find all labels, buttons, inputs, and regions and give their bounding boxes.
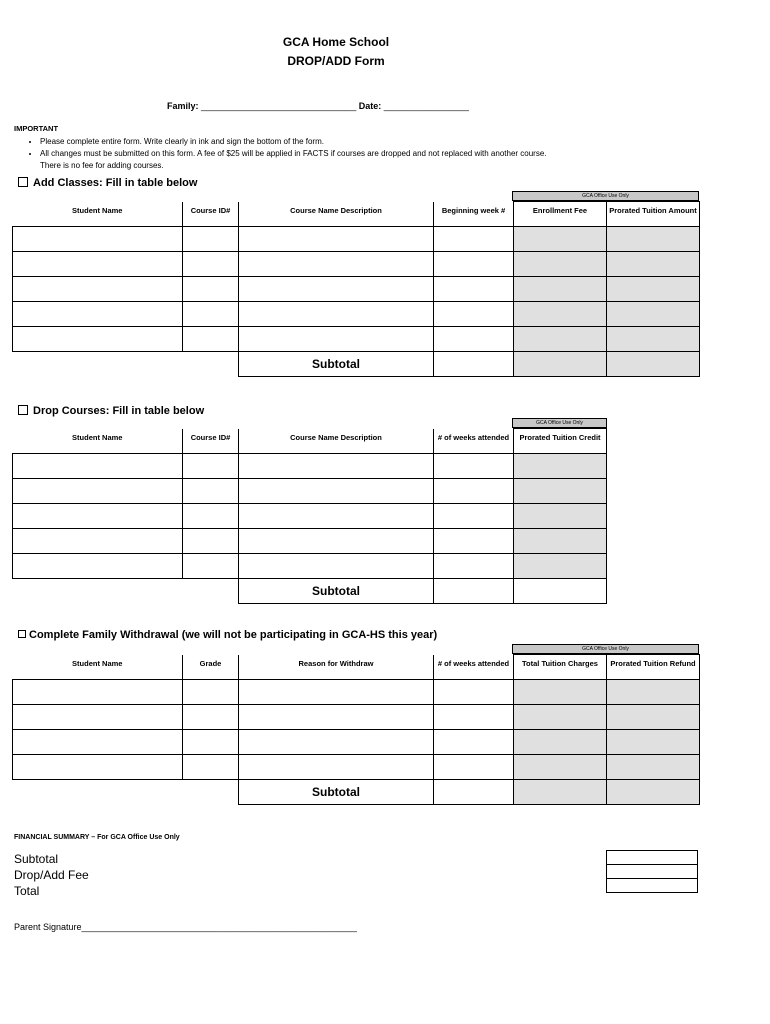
table-cell[interactable]	[13, 277, 183, 302]
withdraw-table	[12, 654, 700, 805]
col-student-name: Student Name	[13, 655, 183, 680]
drop-table	[12, 428, 607, 604]
table-cell[interactable]	[13, 554, 183, 579]
financial-summary-label: FINANCIAL SUMMARY – For GCA Office Use Only	[14, 834, 180, 841]
col-course-name: Course Name Description	[239, 202, 434, 227]
table-cell	[514, 554, 607, 579]
signature-row	[14, 922, 357, 932]
empty-cell	[183, 579, 239, 604]
table-cell[interactable]	[239, 302, 434, 327]
family-label: Family:	[167, 101, 199, 111]
drop-subtotal-label: Subtotal	[239, 579, 434, 604]
form-title-line2: DROP/ADD Form	[287, 54, 385, 68]
family-row	[167, 101, 469, 111]
table-cell[interactable]	[434, 227, 514, 252]
important-label: IMPORTANT	[14, 124, 59, 133]
table-cell[interactable]	[434, 680, 514, 705]
table-cell	[514, 730, 607, 755]
table-cell[interactable]	[239, 479, 434, 504]
financial-subtotal-box	[607, 851, 698, 865]
table-cell[interactable]	[183, 755, 239, 780]
col-student-name: Student Name	[13, 202, 183, 227]
table-cell[interactable]	[434, 705, 514, 730]
table-cell[interactable]	[239, 705, 434, 730]
table-cell[interactable]	[13, 755, 183, 780]
table-cell	[514, 705, 607, 730]
table-cell[interactable]	[239, 277, 434, 302]
col-prorated-tuition-credit: Prorated Tuition Credit	[514, 429, 607, 454]
office-use-bar: GCA Office Use Only	[512, 418, 607, 428]
add-title-text: Add Classes: Fill in table below	[33, 177, 198, 189]
withdraw-title-text: Complete Family Withdrawal (we will not be participating in GCA-HS this year)	[29, 629, 438, 641]
table-cell[interactable]	[239, 454, 434, 479]
table-cell[interactable]	[434, 479, 514, 504]
table-cell[interactable]	[13, 302, 183, 327]
drop-section-title	[18, 405, 204, 417]
col-enrollment-fee: Enrollment Fee	[514, 202, 607, 227]
table-cell	[514, 680, 607, 705]
table-cell	[607, 302, 700, 327]
table-cell	[514, 227, 607, 252]
date-field[interactable]: _________________	[383, 101, 469, 111]
table-cell	[514, 529, 607, 554]
add-table	[12, 201, 700, 377]
table-cell[interactable]	[183, 680, 239, 705]
col-reason: Reason for Withdraw	[239, 655, 434, 680]
table-cell[interactable]	[239, 252, 434, 277]
table-cell[interactable]	[434, 780, 514, 805]
table-cell[interactable]	[183, 327, 239, 352]
table-cell[interactable]	[183, 252, 239, 277]
table-cell	[607, 252, 700, 277]
table-cell[interactable]	[434, 529, 514, 554]
office-use-bar: GCA Office Use Only	[512, 191, 699, 201]
empty-cell	[13, 579, 183, 604]
table-cell[interactable]	[183, 705, 239, 730]
table-cell	[607, 327, 700, 352]
office-use-bar: GCA Office Use Only	[512, 644, 699, 654]
table-cell[interactable]	[13, 705, 183, 730]
table-cell[interactable]	[434, 327, 514, 352]
table-cell[interactable]	[13, 252, 183, 277]
table-cell[interactable]	[239, 680, 434, 705]
col-course-id: Course ID#	[183, 429, 239, 454]
financial-fee-box	[607, 865, 698, 879]
withdraw-subtotal-label: Subtotal	[239, 780, 434, 805]
add-subtotal-label: Subtotal	[239, 352, 434, 377]
financial-fee-label: Drop/Add Fee	[14, 868, 89, 882]
financial-labels	[14, 851, 89, 899]
table-cell[interactable]	[434, 755, 514, 780]
table-cell[interactable]	[434, 302, 514, 327]
table-cell	[514, 579, 607, 604]
table-cell[interactable]	[183, 529, 239, 554]
table-cell	[607, 755, 700, 780]
table-cell[interactable]	[13, 327, 183, 352]
col-prorated-tuition-amount: Prorated Tuition Amount	[607, 202, 700, 227]
family-field[interactable]: _______________________________	[201, 101, 357, 111]
table-cell[interactable]	[239, 529, 434, 554]
table-cell[interactable]	[13, 504, 183, 529]
col-total-tuition-charges: Total Tuition Charges	[514, 655, 607, 680]
table-cell	[514, 755, 607, 780]
table-cell	[514, 780, 607, 805]
table-cell[interactable]	[434, 504, 514, 529]
table-cell	[607, 730, 700, 755]
table-cell	[607, 352, 700, 377]
col-beginning-week: Beginning week #	[434, 202, 514, 227]
table-cell[interactable]	[434, 454, 514, 479]
table-cell	[514, 252, 607, 277]
table-cell[interactable]	[13, 680, 183, 705]
table-cell[interactable]	[239, 327, 434, 352]
withdraw-section-title	[18, 629, 437, 641]
table-cell	[607, 780, 700, 805]
table-cell	[514, 454, 607, 479]
withdraw-checkbox[interactable]	[18, 630, 26, 638]
table-cell[interactable]	[239, 730, 434, 755]
table-cell[interactable]	[434, 554, 514, 579]
financial-total-box	[607, 879, 698, 893]
col-course-id: Course ID#	[183, 202, 239, 227]
table-cell	[607, 227, 700, 252]
empty-cell	[183, 780, 239, 805]
col-grade: Grade	[183, 655, 239, 680]
important-list	[14, 136, 694, 172]
signature-label: Parent Signature	[14, 922, 82, 932]
table-cell	[514, 479, 607, 504]
table-cell[interactable]	[434, 352, 514, 377]
table-cell	[607, 277, 700, 302]
table-cell	[607, 705, 700, 730]
empty-cell	[13, 780, 183, 805]
empty-cell	[183, 352, 239, 377]
table-cell[interactable]	[239, 554, 434, 579]
table-cell[interactable]	[239, 504, 434, 529]
important-bullet-cont: There is no fee for adding courses.	[40, 161, 164, 170]
date-label: Date:	[358, 101, 382, 111]
add-checkbox[interactable]	[18, 177, 28, 187]
drop-checkbox[interactable]	[18, 405, 28, 415]
col-weeks-attended: # of weeks attended	[434, 429, 514, 454]
table-cell	[514, 327, 607, 352]
table-cell[interactable]	[183, 730, 239, 755]
table-cell[interactable]	[239, 227, 434, 252]
table-cell[interactable]	[434, 730, 514, 755]
financial-summary-boxes	[606, 850, 698, 893]
table-cell[interactable]	[434, 252, 514, 277]
col-course-name: Course Name Description	[239, 429, 434, 454]
table-cell[interactable]	[434, 277, 514, 302]
col-student-name: Student Name	[13, 429, 183, 454]
table-cell	[514, 302, 607, 327]
table-cell[interactable]	[183, 479, 239, 504]
table-cell[interactable]	[13, 529, 183, 554]
table-cell[interactable]	[183, 302, 239, 327]
table-cell[interactable]	[13, 479, 183, 504]
financial-subtotal-label: Subtotal	[14, 852, 59, 866]
table-cell[interactable]	[183, 554, 239, 579]
drop-title-text: Drop Courses: Fill in table below	[33, 405, 205, 417]
form-title-line1: GCA Home School	[282, 35, 390, 49]
table-cell	[514, 277, 607, 302]
table-cell[interactable]	[183, 504, 239, 529]
col-weeks-attended: # of weeks attended	[434, 655, 514, 680]
table-cell[interactable]	[239, 755, 434, 780]
table-cell[interactable]	[183, 454, 239, 479]
table-cell[interactable]	[434, 579, 514, 604]
table-cell	[607, 680, 700, 705]
table-cell[interactable]	[183, 277, 239, 302]
important-bullet: • Please complete entire form. Write clearly in ink and sign the bottom of the form.	[40, 136, 694, 148]
add-section-title	[18, 177, 197, 189]
table-cell	[514, 504, 607, 529]
col-prorated-tuition-refund: Prorated Tuition Refund	[607, 655, 700, 680]
table-cell[interactable]	[183, 227, 239, 252]
signature-field[interactable]: _______________________________________________________	[81, 922, 357, 932]
table-cell	[514, 352, 607, 377]
table-cell[interactable]	[13, 730, 183, 755]
financial-total-label: Total	[14, 884, 40, 898]
important-bullet: • All changes must be submitted on this form. A fee of $25 will be applied in FACTS if courses are dropped and not replaced with another course.	[40, 148, 694, 160]
table-cell[interactable]	[13, 227, 183, 252]
empty-cell	[13, 352, 183, 377]
table-cell[interactable]	[13, 454, 183, 479]
